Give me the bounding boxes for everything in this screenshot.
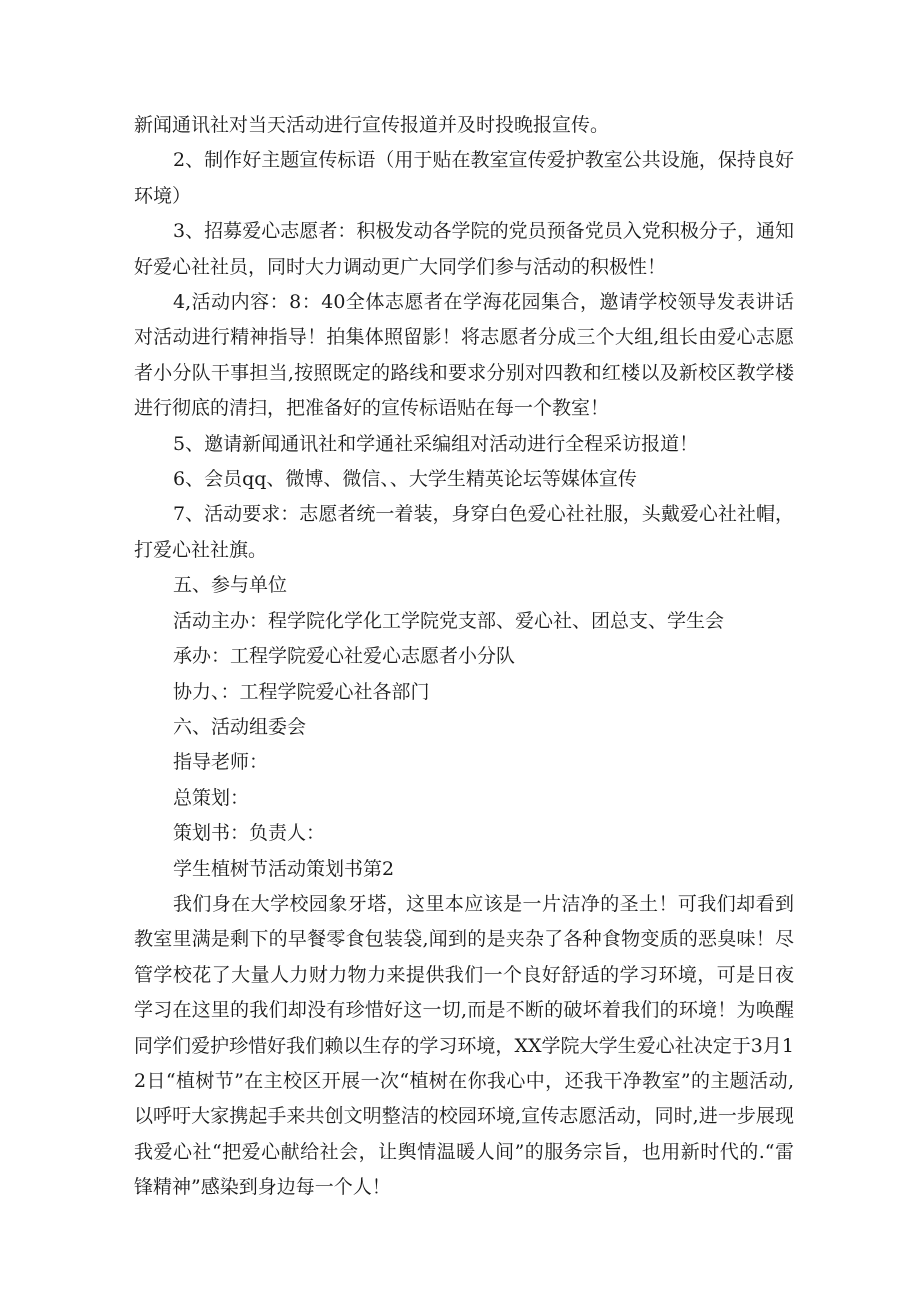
section-heading-committee: 六、活动组委会 [173, 715, 307, 738]
paragraph-activity-content: 4,活动内容：8：40全体志愿者在学海花园集合，邀请学校领导发表讲话对活动进行精神指导！拍集体照留影！将志愿者分成三个大组,组长由爱心志愿者小分队干事担当,按照既定的路线和要求分别对四教和红楼以及新校区教学楼进行彻底的清扫，把准备好的宣传标语贴在每一个教室！ [134, 291, 794, 420]
paragraph-introduction: 我们身在大学校园象牙塔，这里本应该是一片洁净的圣土！可我们却看到教室里满是剩下的早餐零食包装袋,闻到的是夹杂了各种食物变质的恶臭味！尽管学校花了大量人力财力物力来提供我们一个良好舒适的学习环境，可是日夜学习在这里的我们却没有珍惜好这一切,而是不断的破坏着我们的环境！为唤醒同学们爱护珍惜好我们赖以生存的学习环境，XX学院大学生爱心社决定于3月12日“植树节”在主校区开展一次“植树在你我心中，还我干净教室”的主题活动,以呼吁大家携起手来共创文明整洁的校园环境,宣传志愿活动，同时,进一步展现我爱心社“把爱心献给社会，让舆情温暖人间”的服务宗旨，也用新时代的.“雷锋精神”感染到身边每一个人！ [134, 892, 794, 1199]
document-body [134, 108, 794, 1206]
line-chief-planner: 总策划： [173, 786, 250, 809]
line-plan-lead: 策划书：负责人： [173, 822, 326, 845]
line-assist: 协力、：工程学院爱心社各部门 [173, 680, 430, 703]
paragraph-slogan: 2、制作好主题宣传标语（用于贴在教室宣传爱护教室公共设施，保持良好环境） [134, 149, 794, 207]
paragraph-recruit-volunteers: 3、招募爱心志愿者：积极发动各学院的党员预备党员入党积极分子，通知好爱心社社员，同时大力调动更广大同学们参与活动的积极性！ [134, 220, 794, 278]
paragraph-invite-press: 5、邀请新闻通讯社和学通社采编组对活动进行全程采访报道！ [173, 432, 699, 455]
section-heading-participants: 五、参与单位 [173, 574, 288, 597]
paragraph-news-report: 新闻通讯社对当天活动进行宣传报道并及时投晚报宣传。 [134, 114, 610, 136]
paragraph-media-promotion: 6、会员qq、微博、微信、、大学生精英论坛等媒体宣传 [173, 468, 637, 491]
paragraph-requirements: 7、活动要求：志愿者统一着装，身穿白色爱心社社服，头戴爱心社社帽，打爱心社社旗。 [134, 503, 794, 561]
document-subtitle: 学生植树节活动策划书第2 [173, 857, 395, 880]
line-organizer: 活动主办：程学院化学化工学院党支部、爱心社、团总支、学生会 [173, 609, 725, 632]
line-host: 承办：工程学院爱心社爱心志愿者小分队 [173, 645, 516, 668]
line-advisor: 指导老师： [173, 751, 269, 774]
